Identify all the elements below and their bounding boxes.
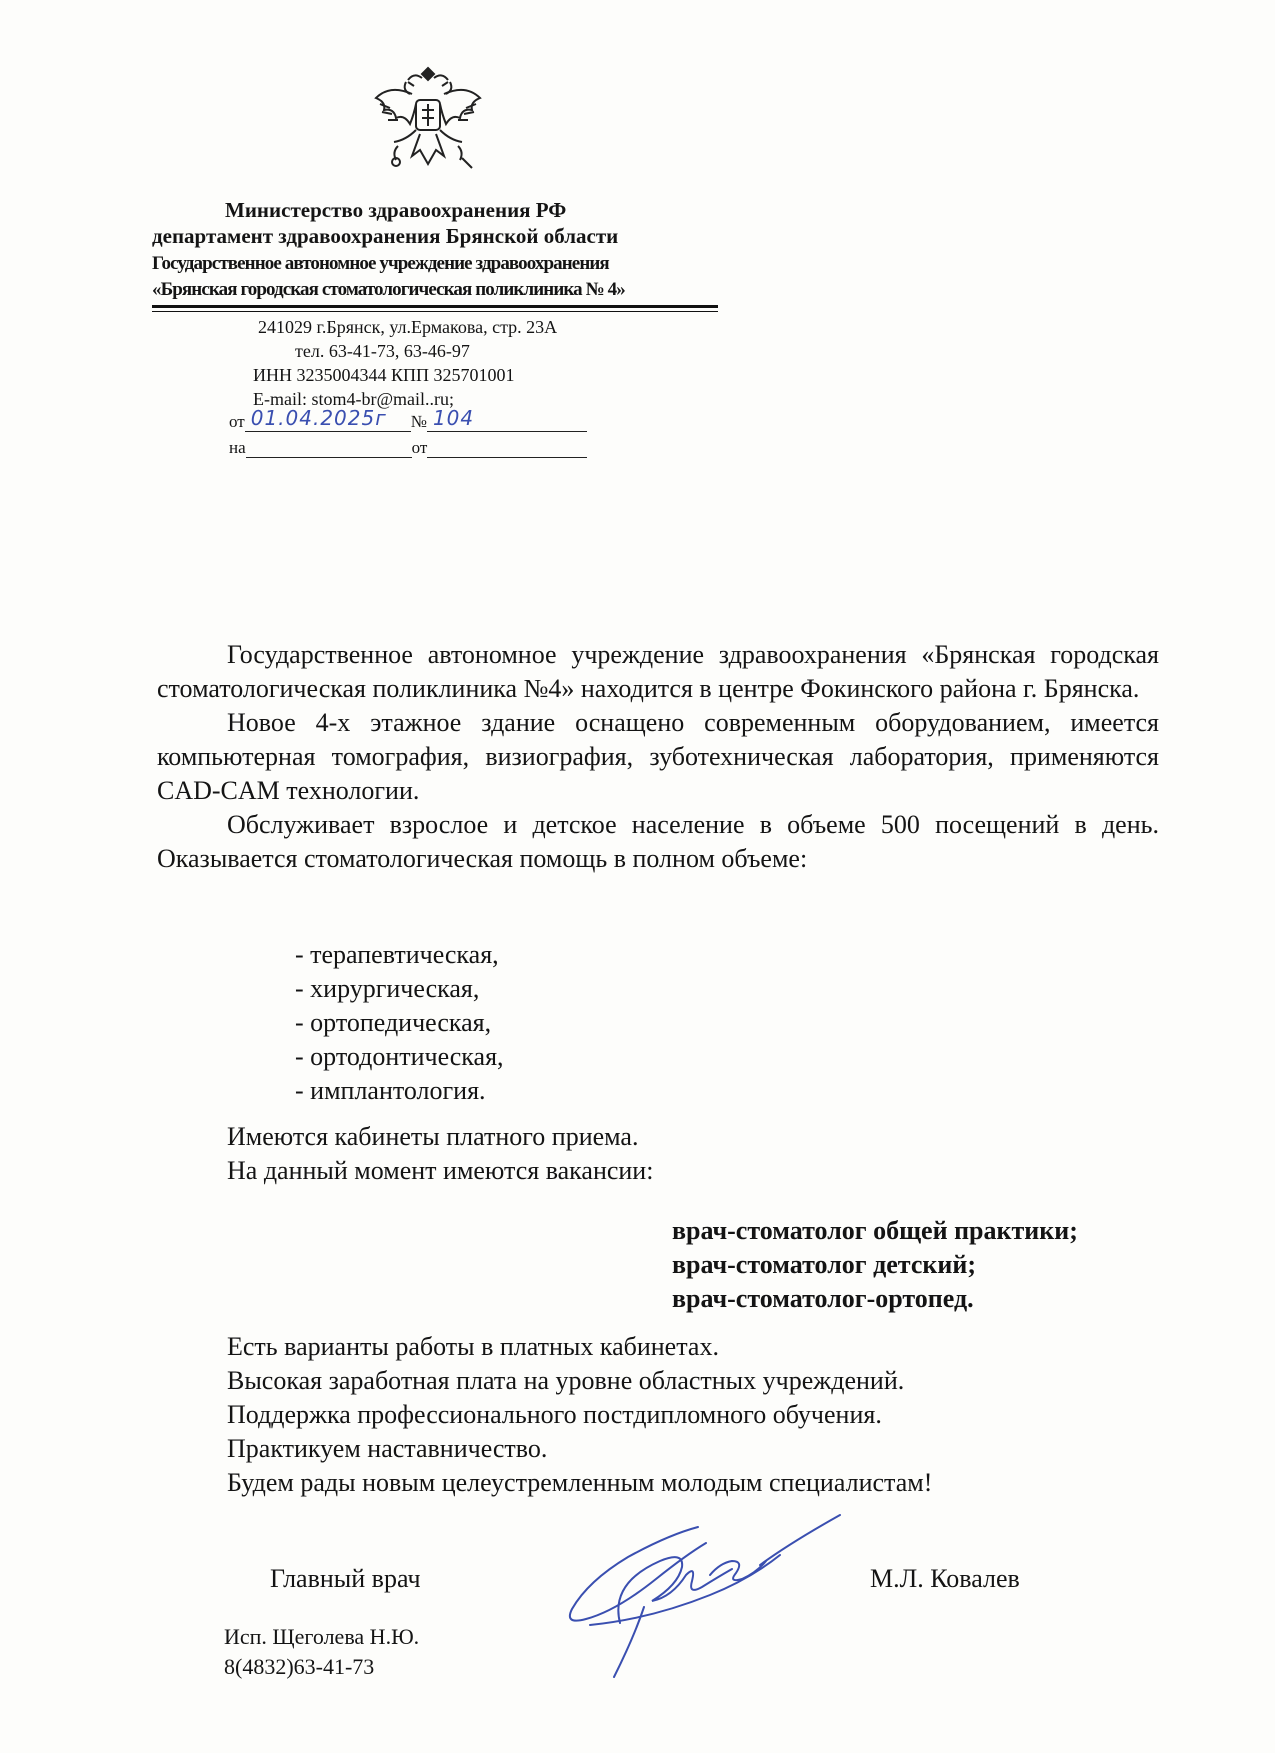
list-item: - ортопедическая, xyxy=(295,1008,492,1037)
paragraph-location: Государственное автономное учреждение здравоохранения «Брянская городская стоматологическая поликлиника №4» находится в центре Фокинского района г. Брянска. xyxy=(157,640,1159,703)
list-item: Практикуем наставничество. xyxy=(227,1434,548,1463)
phones: тел. 63-41-73, 63-46-97 xyxy=(295,341,470,361)
institution-name: «Брянская городская стоматологическая поликлиника № 4» xyxy=(152,279,625,300)
paragraph-equipment: Новое 4-х этажное здание оснащено современным оборудованием, имеется компьютерная томография, визиография, зуботехническая лаборатория, применяются CAD-CAM технологии. xyxy=(157,708,1159,805)
handwritten-date: 01.04.2025г xyxy=(250,406,387,430)
list-item: - ортодонтическая, xyxy=(295,1042,504,1071)
header-rule-thick xyxy=(152,305,718,308)
inn-kpp: ИНН 3235004344 КПП 325701001 xyxy=(253,365,515,385)
header-rule-thin xyxy=(152,311,718,312)
incoming-reference xyxy=(229,438,587,458)
date-blank xyxy=(245,406,411,432)
list-item: Высокая заработная плата на уровне областных учреждений. xyxy=(227,1366,905,1395)
executor-block xyxy=(224,1622,419,1682)
to-label: на xyxy=(229,438,246,457)
from-label: от xyxy=(229,412,245,431)
email: E-mail: stom4-br@mail..ru; xyxy=(253,389,455,409)
ministry-name: Министерство здравоохранения РФ xyxy=(225,198,567,222)
handwritten-number: 104 xyxy=(432,406,475,430)
executor-phone: 8(4832)63-41-73 xyxy=(224,1654,375,1679)
list-item: - имплантология. xyxy=(295,1076,486,1105)
incoming-date-blank xyxy=(427,439,587,458)
letter-body xyxy=(157,638,1159,876)
list-item: - хирургическая, xyxy=(295,974,480,1003)
number-label: № xyxy=(410,412,427,431)
vacancy-item: врач-стоматолог детский; xyxy=(672,1250,977,1279)
from2-label: от xyxy=(411,438,428,457)
signer-name: М.Л. Ковалев xyxy=(870,1564,1020,1593)
list-item: Есть варианты работы в платных кабинетах. xyxy=(227,1332,719,1361)
address: 241029 г.Брянск, ул.Ермакова, стр. 23А xyxy=(258,317,558,337)
list-item: - терапевтическая, xyxy=(295,940,499,969)
list-item: Поддержка профессионального постдипломного обучения. xyxy=(227,1400,882,1429)
paid-rooms: Имеются кабинеты платного приема. xyxy=(227,1122,639,1151)
signer-position: Главный врач xyxy=(270,1564,421,1593)
benefits-list xyxy=(227,1330,932,1500)
list-item: Будем рады новым целеустремленным молодым специалистам! xyxy=(227,1468,933,1497)
vacancy-item: врач-стоматолог общей практики; xyxy=(672,1216,1078,1245)
outgoing-reference xyxy=(229,406,587,432)
incoming-number-blank xyxy=(246,439,412,458)
department-name: департамент здравоохранения Брянской области xyxy=(152,224,619,248)
services-list xyxy=(295,938,504,1108)
handwritten-signature-icon xyxy=(560,1505,880,1680)
vacancy-item: врач-стоматолог-ортопед. xyxy=(672,1284,974,1313)
double-headed-eagle-icon xyxy=(368,60,488,176)
number-blank xyxy=(427,406,587,432)
vacancies-intro: На данный момент имеются вакансии: xyxy=(227,1156,654,1185)
executor-name: Исп. Щеголева Н.Ю. xyxy=(224,1624,420,1649)
paragraph-services: Обслуживает взрослое и детское население в объеме 500 посещений в день. Оказывается стоматологическая помощь в полном объеме: xyxy=(157,810,1159,873)
institution-type: Государственное автономное учреждение здравоохранения xyxy=(152,253,609,274)
vacancies-list xyxy=(672,1214,1078,1316)
